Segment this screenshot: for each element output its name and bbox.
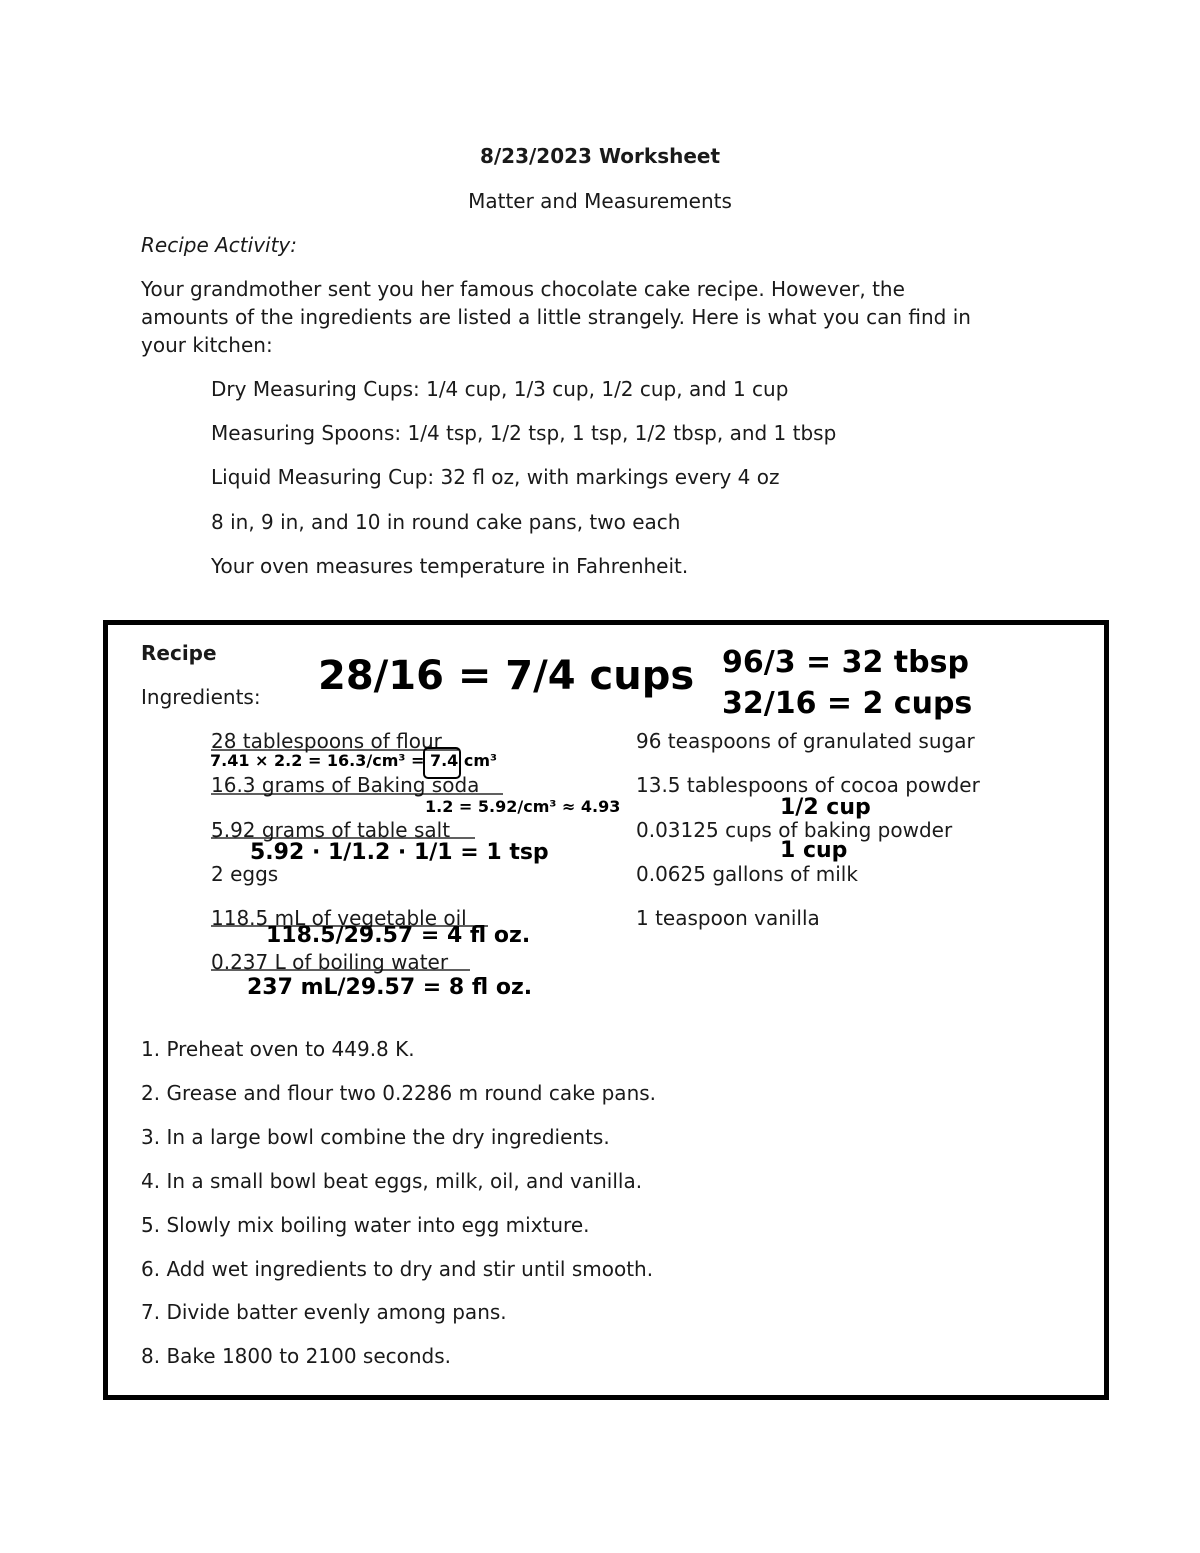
step-4: 4. In a small bowl beat eggs, milk, oil, and vanilla. [141, 1169, 643, 1193]
ingredient-oil: 118.5 mL of vegetable oil [211, 906, 467, 930]
intro-line-2: amounts of the ingredients are listed a little strangely. Here is what you can find in [141, 305, 971, 329]
ingredients-label: Ingredients: [141, 685, 261, 709]
step-5: 5. Slowly mix boiling water into egg mixture. [141, 1213, 590, 1237]
handwritten-soda-density: 1.2 = 5.92/cm³ ≈ 4.93 [425, 797, 621, 816]
ingredient-eggs: 2 eggs [211, 862, 279, 886]
ingredient-salt: 5.92 grams of table salt [211, 818, 451, 842]
handwritten-salt-calc: 5.92 · 1/1.2 · 1/1 = 1 tsp [250, 840, 549, 865]
intro-line-3: your kitchen: [141, 333, 273, 357]
kitchen-item-spoons: Measuring Spoons: 1/4 tsp, 1/2 tsp, 1 tsp, 1/2 tbsp, and 1 tbsp [211, 421, 837, 445]
kitchen-item-pans: 8 in, 9 in, and 10 in round cake pans, two each [211, 510, 681, 534]
handwritten-sugar-cups: 32/16 = 2 cups [722, 686, 973, 721]
step-6: 6. Add wet ingredients to dry and stir until smooth. [141, 1257, 654, 1281]
recipe-heading: Recipe [141, 641, 217, 665]
intro-line-1: Your grandmother sent you her famous chocolate cake recipe. However, the [141, 277, 905, 301]
ingredient-vanilla: 1 teaspoon vanilla [636, 906, 820, 930]
ingredient-baking-soda: 16.3 grams of Baking soda [211, 773, 480, 797]
ingredient-milk: 0.0625 gallons of milk [636, 862, 858, 886]
step-1: 1. Preheat oven to 449.8 K. [141, 1037, 415, 1061]
kitchen-item-liquid-cup: Liquid Measuring Cup: 32 fl oz, with markings every 4 oz [211, 465, 780, 489]
ingredient-flour: 28 tablespoons of flour [211, 729, 442, 753]
ingredient-cocoa: 13.5 tablespoons of cocoa powder [636, 773, 980, 797]
ingredient-water: 0.237 L of boiling water [211, 950, 449, 974]
handwritten-oil-calc: 118.5/29.57 = 4 fl oz. [266, 923, 531, 948]
step-3: 3. In a large bowl combine the dry ingredients. [141, 1125, 610, 1149]
page-title: 8/23/2023 Worksheet [479, 144, 721, 168]
handwritten-water-calc: 237 mL/29.57 = 8 fl oz. [247, 975, 533, 1000]
handwritten-cocoa-note: 1/2 cup [780, 795, 871, 820]
step-2: 2. Grease and flour two 0.2286 m round cake pans. [141, 1081, 657, 1105]
step-8: 8. Bake 1800 to 2100 seconds. [141, 1344, 451, 1368]
handwritten-soda-calc: 7.41 × 2.2 = 16.3/cm³ = 7.4 cm³ [210, 751, 498, 770]
handwritten-sugar-tbsp: 96/3 = 32 tbsp [722, 645, 969, 680]
kitchen-item-oven: Your oven measures temperature in Fahrenheit. [211, 554, 689, 578]
ingredient-sugar: 96 teaspoons of granulated sugar [636, 729, 975, 753]
kitchen-item-cups: Dry Measuring Cups: 1/4 cup, 1/3 cup, 1/2 cup, and 1 cup [211, 377, 789, 401]
handwritten-flour-result: 28/16 = 7/4 cups [318, 653, 695, 699]
page-subtitle: Matter and Measurements [468, 189, 732, 213]
step-7: 7. Divide batter evenly among pans. [141, 1300, 507, 1324]
activity-label: Recipe Activity: [141, 233, 297, 257]
handwritten-baking-powder-note: 1 cup [780, 838, 848, 863]
ingredient-baking-powder: 0.03125 cups of baking powder [636, 818, 953, 842]
